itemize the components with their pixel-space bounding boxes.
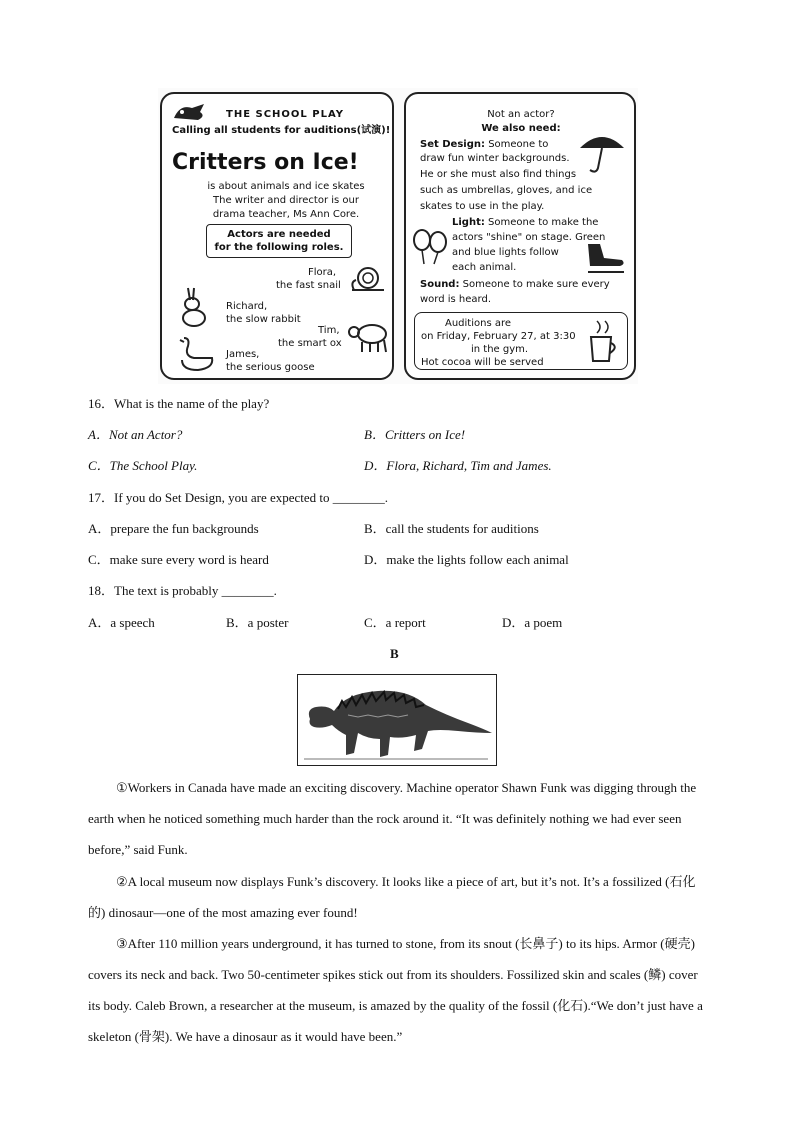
q16-option-d[interactable]: D．Flora, Richard, Tim and James. — [364, 458, 552, 473]
set-design-line-3: He or she must also find things — [420, 169, 577, 180]
actors-line-1: Actors are needed — [227, 229, 331, 240]
auditions-line-2: on Friday, February 27, at 3:30 — [421, 331, 576, 342]
rabbit-icon — [176, 286, 210, 328]
role-flora-name: Flora, — [308, 267, 337, 278]
role-richard-name: Richard, — [226, 301, 268, 312]
snail-icon — [348, 264, 388, 294]
role-james-name: James, — [226, 349, 260, 360]
role-tim-desc: the smart ox — [278, 338, 342, 349]
set-design-line-4: such as umbrellas, gloves, and ice — [420, 185, 593, 196]
light-label: Light: — [452, 217, 485, 228]
set-design-line-2: draw fun winter backgrounds. — [420, 153, 570, 164]
q16-option-a[interactable]: A．Not an Actor? — [88, 427, 183, 442]
set-design-line-5: skates to use in the play. — [420, 201, 545, 212]
light-line-3: and blue lights follow — [452, 247, 559, 258]
intro-line-1: Not an actor? — [487, 109, 555, 120]
actors-line-2: for the following roles. — [214, 242, 344, 253]
q17-option-a[interactable]: A．prepare the fun backgrounds — [88, 521, 259, 536]
q18-option-a[interactable]: A．a speech — [88, 615, 155, 630]
poster-right-panel — [404, 92, 636, 380]
cocoa-cup-icon — [585, 319, 621, 365]
q16-option-c[interactable]: C．The School Play. — [88, 458, 198, 473]
ox-icon — [346, 320, 392, 354]
paragraph-2: ②A local museum now displays Funk’s discovery. It looks like a piece of art, but it’s not. It’s a fossilized (石化的) dinosaur—one of the most amazing ever found! — [88, 874, 696, 920]
sound — [420, 278, 610, 291]
dinosaur-image — [297, 674, 497, 766]
q16-option-b[interactable]: B．Critters on Ice! — [364, 427, 466, 442]
actors-box — [206, 224, 352, 258]
paragraph-3: ③After 110 million years underground, it has turned to stone, from its snout (长鼻子) to its hips. Armor (硬壳) covers its neck and back. Two 50-centimeter spikes stick out from its shoulders. Fossilized skin and scales (鳞) cover its body. Caleb Brown, a researcher at the museum, is amazed by the quality of the fossil (化石).“We don’t just have a skeleton (骨架). We have a dinosaur as it would have been.” — [88, 936, 703, 1044]
poster-desc-1: is about animals and ice skates — [207, 181, 365, 192]
auditions-line-1: Auditions are — [445, 318, 512, 329]
q17-option-d[interactable]: D．make the lights follow each animal — [364, 552, 569, 567]
dinosaur-illustration — [298, 675, 495, 764]
light — [452, 216, 628, 229]
poster-calling: Calling all students for auditions(试演)! — [172, 125, 391, 136]
sound-line-1: Someone to make sure every — [462, 279, 610, 290]
sound-line-2: word is heard. — [420, 294, 492, 305]
bird-icon — [170, 100, 212, 124]
q18-option-b[interactable]: B．a poster — [226, 615, 289, 630]
umbrella-icon — [576, 130, 628, 176]
role-richard-desc: the slow rabbit — [226, 314, 301, 325]
role-tim-name: Tim, — [318, 325, 340, 336]
set-design — [420, 138, 548, 151]
light-line-1: Someone to make the — [488, 217, 599, 228]
poster-title: Critters on Ice! — [172, 150, 359, 175]
q17-option-b[interactable]: B．call the students for auditions — [364, 521, 539, 536]
goose-icon — [174, 334, 218, 374]
light-line-2: actors "shine" on stage. Green — [452, 232, 606, 243]
role-flora-desc: the fast snail — [276, 280, 341, 291]
q18-option-d[interactable]: D．a poem — [502, 615, 563, 630]
auditions-line-3: in the gym. — [471, 344, 529, 355]
ice-skate-icon — [582, 240, 628, 276]
poster — [158, 88, 638, 384]
intro-line-2: We also need: — [481, 123, 561, 134]
poster-left-panel — [160, 92, 394, 380]
poster-desc-2: The writer and director is our — [213, 195, 359, 206]
section-b-heading: B — [390, 646, 399, 661]
q18-option-c[interactable]: C．a report — [364, 615, 426, 630]
poster-header: THE SCHOOL PLAY — [226, 109, 344, 120]
auditions-box — [414, 312, 628, 370]
auditions-line-4: Hot cocoa will be served — [421, 357, 544, 368]
question-18: 18．The text is probably ________. — [88, 583, 277, 598]
poster-desc-3: drama teacher, Ms Ann Core. — [212, 209, 360, 220]
question-16: 16．What is the name of the play? — [88, 396, 270, 411]
set-design-line-1: Someone to — [488, 139, 549, 150]
q17-option-c[interactable]: C．make sure every word is heard — [88, 552, 269, 567]
sound-label: Sound: — [420, 279, 460, 290]
paragraph-1: ①Workers in Canada have made an exciting discovery. Machine operator Shawn Funk was digging through the earth when he noticed something much harder than the rock around it. “It was definitely nothing we had ever seen before,” said Funk. — [88, 780, 697, 857]
set-design-label: Set Design: — [420, 139, 485, 150]
gloves-icon — [410, 226, 450, 266]
light-line-4: each animal. — [452, 262, 517, 273]
role-james-desc: the serious goose — [226, 362, 315, 373]
question-17: 17．If you do Set Design, you are expected to ________. — [88, 490, 389, 505]
